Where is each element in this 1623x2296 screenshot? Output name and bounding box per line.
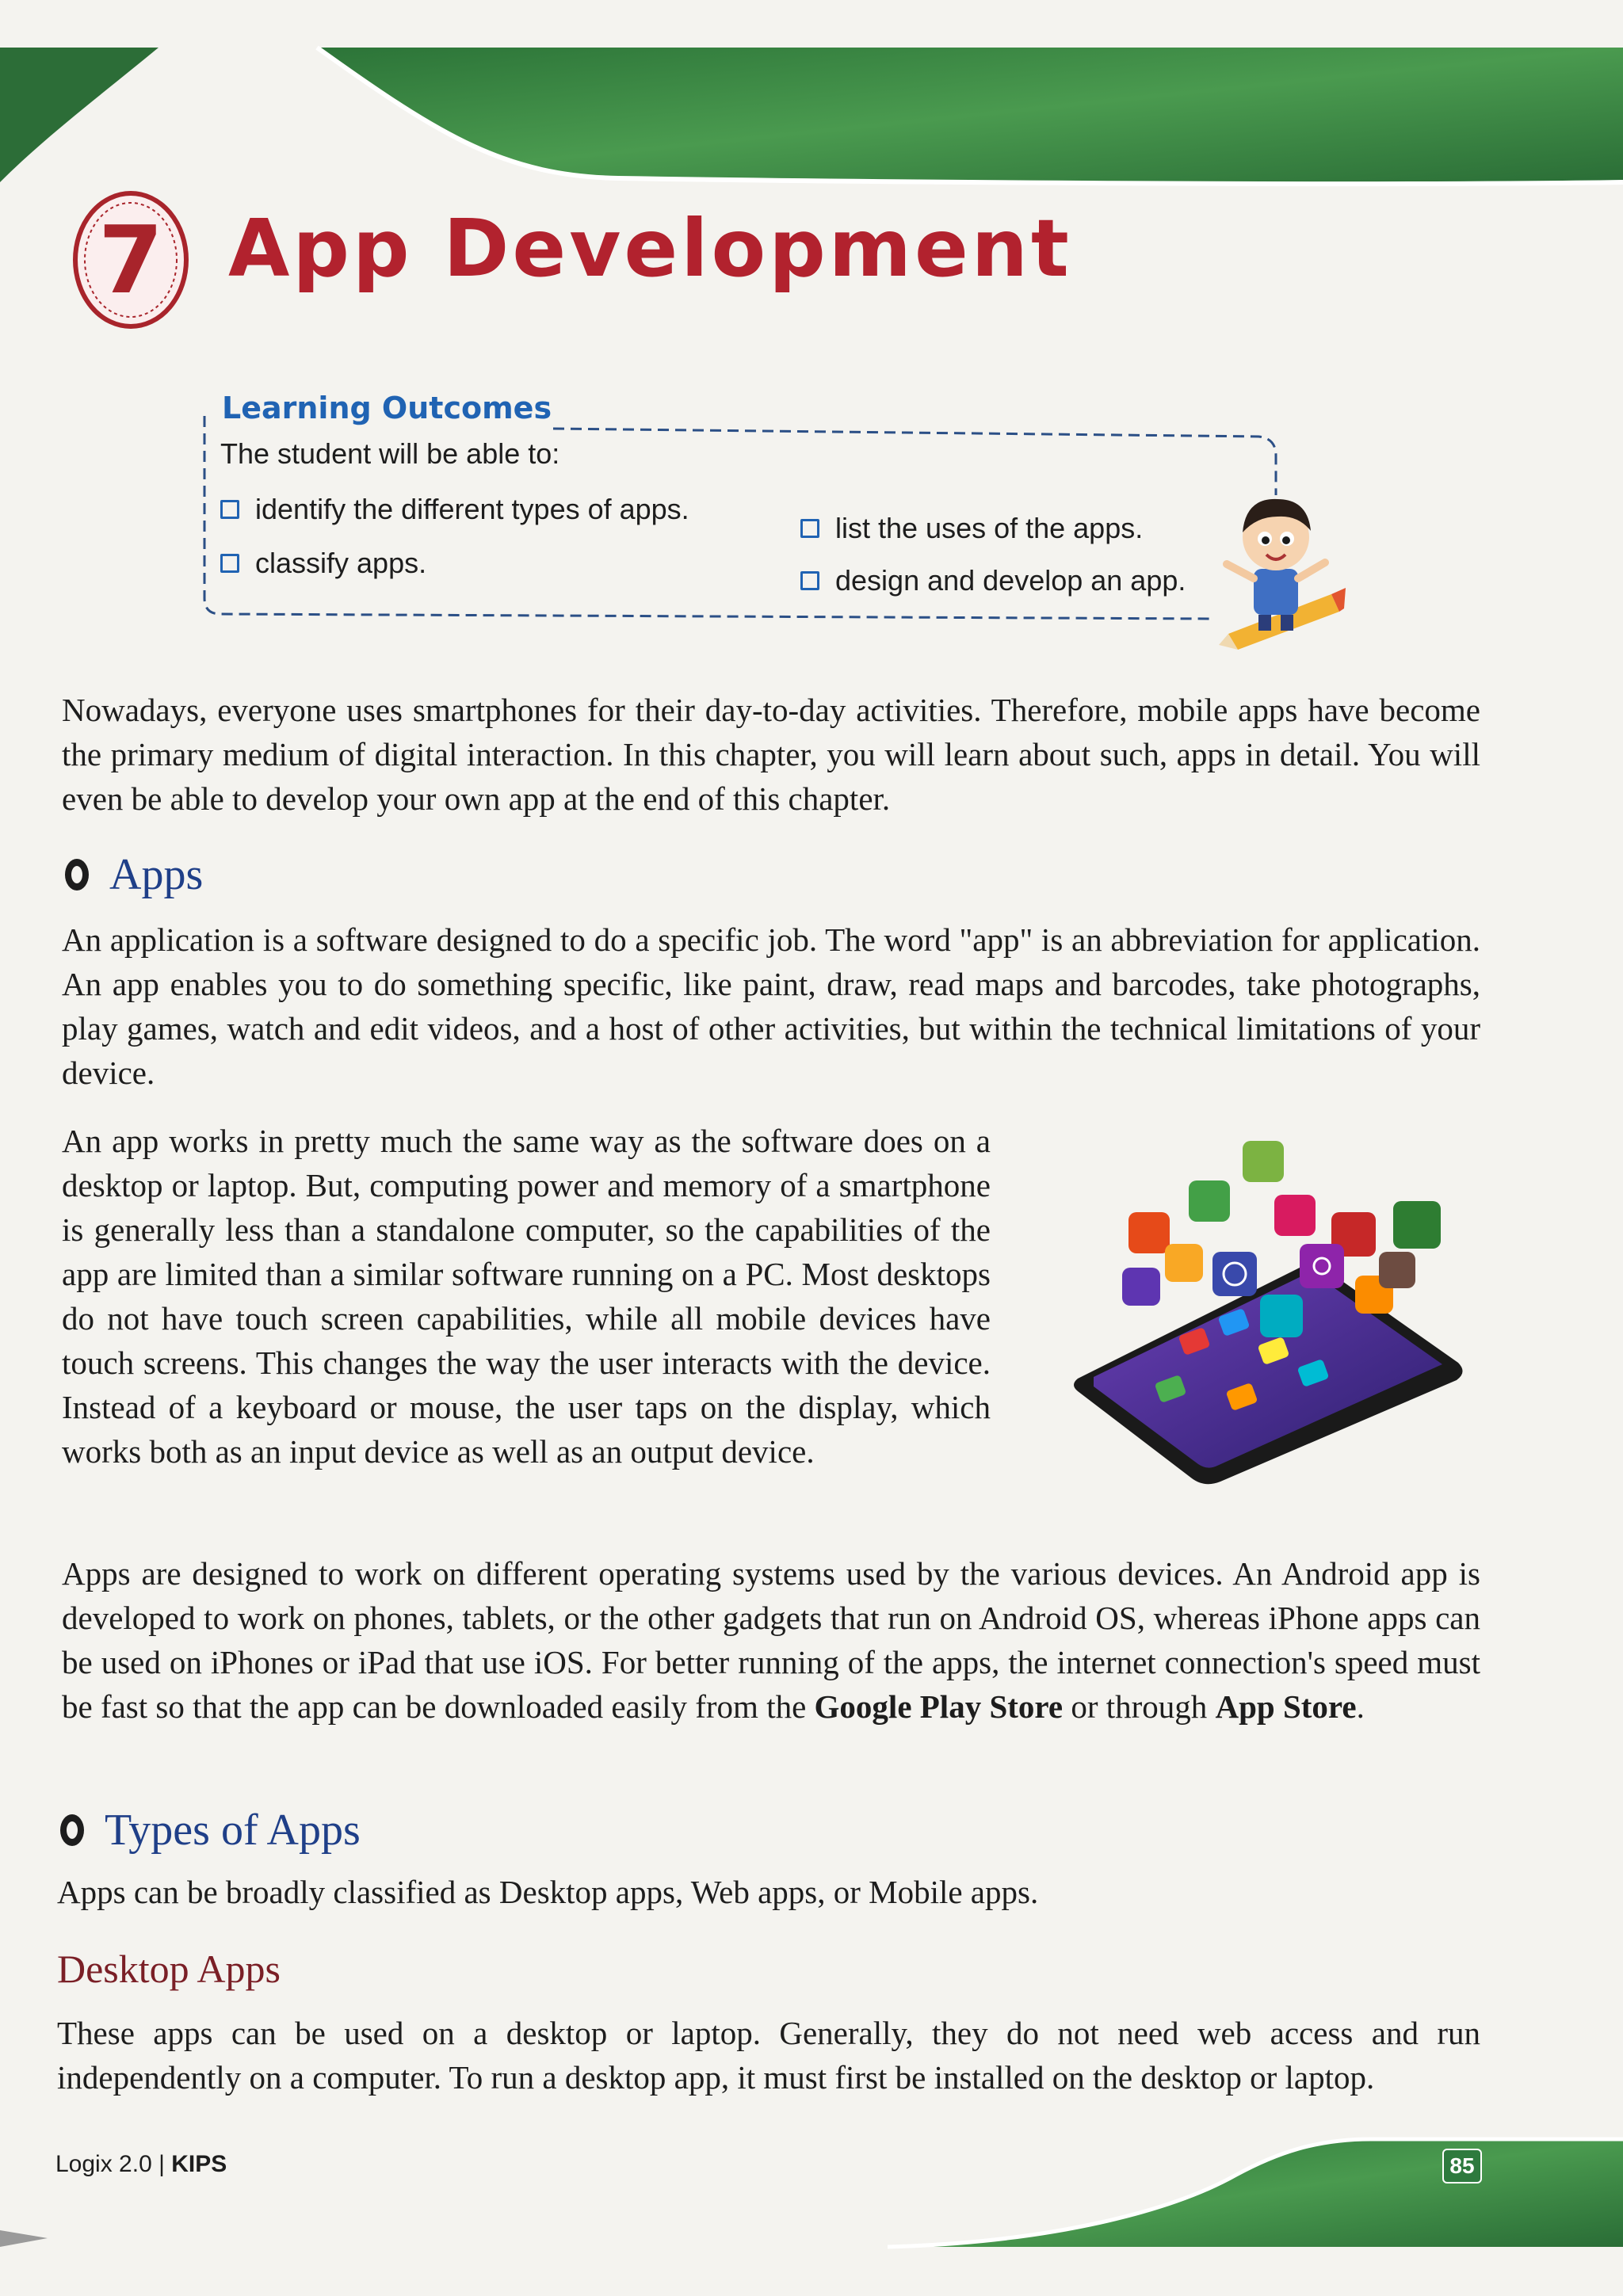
smartphone-apps-illustration [1062,1125,1474,1489]
mascot-illustration [1205,475,1347,650]
checkbox-icon [220,500,239,519]
desktop-paragraph: These apps can be used on a desktop or laptop. Generally, they do not need web access and run independently on a computer. To run a desktop app, it must first be installed on the desktop or laptop. [57,2015,1480,2096]
outcome-text: design and develop an app. [835,564,1186,597]
section-title: Apps [109,850,204,899]
google-play-store-term: Google Play Store [814,1688,1064,1725]
checkbox-icon [800,519,819,538]
paragraph-text: . [1356,1688,1365,1725]
subheading-desktop-apps: Desktop Apps [57,1947,281,1991]
section-heading-types [57,1805,361,1855]
chapter-title: App Development [228,202,1072,295]
apps-paragraph-3 [62,1551,1480,1729]
outcome-text: list the uses of the apps. [835,512,1144,544]
checkbox-icon [220,554,239,573]
outcome-item [220,493,689,526]
app-store-term: App Store [1215,1688,1357,1725]
outcome-text: identify the different types of apps. [255,493,689,525]
outcome-text: classify apps. [255,547,427,579]
corner-leaf [0,48,158,182]
paragraph-text: or through [1071,1688,1208,1725]
footer-wave [888,2139,1623,2247]
outcome-item [800,564,1186,597]
publisher-name: KIPS [171,2151,227,2177]
learning-outcomes-heading: Learning Outcomes [214,391,559,425]
learning-outcomes-intro: The student will be able to: [220,437,560,470]
chapter-number: 7 [97,205,164,315]
intro-paragraph: Nowadays, everyone uses smartphones for their day-to-day activities. Therefore, mobile apps have become the primary medium of digital interaction. In this chapter, you will learn about such, apps in detail. You will even be able to develop your own app at the end of this chapter. [62,692,1480,817]
apps-paragraph-1: An application is a software designed to do a specific job. The word "app" is an abbreviation for application. An app enables you to do something specific, like paint, draw, read maps and barcodes, take photographs, play games, watch and edit videos, and a host of other activities, but within the technical limitations of your device. [62,921,1480,1091]
book-name: Logix 2.0 | [55,2151,165,2177]
paragraph-text: Apps are designed to work on different operating systems used by the various devices. An Android app is developed to work on phones, tablets, or the other gadgets that run on Android OS, whereas iPhone apps can be used on iPhones or iPad that use iOS. For better running of the apps, the internet connection's speed must be fast so that the app can be downloaded easily from the [62,1555,1480,1725]
section-title: Types of Apps [105,1806,361,1855]
outcome-item [800,512,1143,545]
section-bullet-icon [57,1811,87,1849]
types-paragraph: Apps can be broadly classified as Desktop apps, Web apps, or Mobile apps. [57,1874,1039,1910]
page-number: 85 [1442,2149,1482,2183]
checkbox-icon [800,571,819,590]
section-heading-apps [62,849,203,900]
section-bullet-icon [62,856,92,894]
outcome-item [220,547,426,580]
apps-paragraph-2: An app works in pretty much the same way as the software does on a desktop or laptop. But, computing power and memory of a smartphone is generally less than a standalone computer, so the capabilities of the app are limited than a similar software running on a PC. Most desktops do not have touch screen capabilities, while all mobile devices have touch screens. This changes the way the user interacts with the device. Instead of a keyboard or mouse, the user taps on the display, which works both as an input device as well as an output device. [62,1123,991,1470]
footer-book-title [55,2151,227,2178]
